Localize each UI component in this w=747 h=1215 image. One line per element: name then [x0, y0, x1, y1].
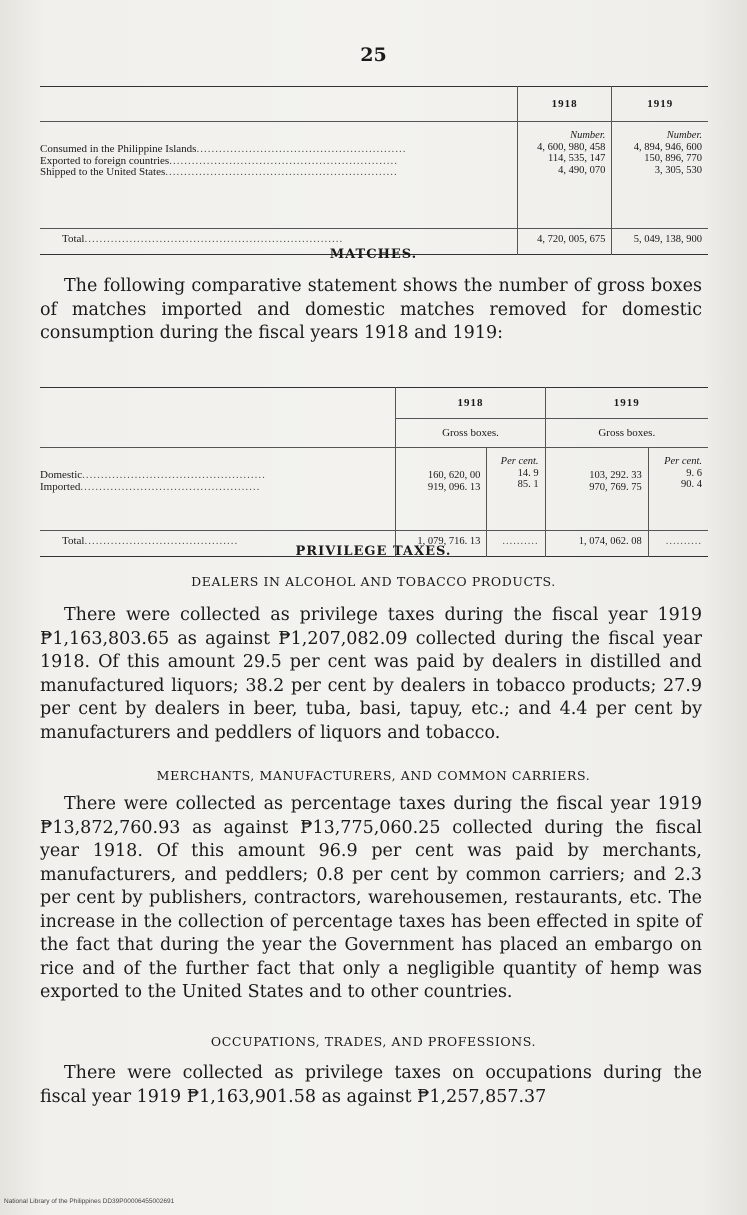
cigarette-distribution-table [40, 86, 708, 255]
t2-year-1918: 1918 [396, 388, 545, 419]
t1-row-label: Shipped to the United States.............................................................. [40, 167, 398, 178]
matches-heading: MATCHES. [329, 247, 418, 262]
t1-cell: 4, 894, 946, 600 [633, 141, 702, 153]
t1-col-1919: 1919 [612, 87, 708, 122]
t2-row-label: Domestic................................................. [40, 470, 266, 481]
t2-cell: 160, 620, 00 [427, 470, 481, 481]
t2-total-dots: .......... [502, 536, 539, 547]
t2-total-label: Total......................................... [62, 536, 239, 547]
t2-cell: 103, 292. 33 [589, 470, 642, 481]
t1-unit-1918: Number. [570, 130, 606, 141]
t2-percent-unit: Per cent. [500, 456, 539, 467]
t1-row-label: Consumed in the Philippine Islands........................................................ [40, 144, 407, 155]
t1-total-1919: 5, 049, 138, 900 [633, 234, 702, 245]
paragraph-occupations: There were collected as privilege taxes on occupations during the fiscal year 1919 ₱1,163,901.58 as against ₱1,257,857.37 [40, 1063, 702, 1107]
page-number: 25 [360, 44, 387, 66]
t2-subheader-1919: Gross boxes. [545, 419, 708, 448]
t2-total-1919: 1, 074, 062. 08 [578, 536, 642, 547]
t1-unit-1919: Number. [666, 130, 702, 141]
t2-total-1918: 1, 079, 716. 13 [417, 536, 481, 547]
t2-year-1919: 1919 [545, 388, 708, 419]
matches-table [40, 387, 708, 557]
subheading-occupations: OCCUPATIONS, TRADES, AND PROFESSIONS. [210, 1034, 537, 1049]
t2-cell: 90. 4 [681, 479, 702, 490]
footer-watermark: National Library of the Philippines DD39P00006455002691 [4, 1198, 175, 1205]
t1-cell: 150, 896, 770 [644, 153, 702, 164]
t2-total-dots: .......... [665, 536, 702, 547]
paragraph-merchants: There were collected as percentage taxes during the fiscal year 1919 ₱13,872,760.93 as against ₱13,775,060.25 collected during the fiscal year 1918. Of this amount 96.9 per cent was paid by merchants, manufacturers, and peddlers; 0.8 per cent by common carriers; and 2.3 per cent by publishers, contractors, warehousemen, restaurants, etc. The increase in the collection of percentage taxes has been effected in spite of the fact that during the year the Government has placed an embargo on rice and of the further fact that only a negligible quantity of hemp was exported to the United States and to other countries. [40, 794, 702, 1002]
t1-total-1918: 4, 720, 005, 675 [537, 234, 606, 245]
subheading-merchants: MERCHANTS, MANUFACTURERS, AND COMMON CARRIERS. [156, 768, 591, 783]
paragraph-alcohol-tobacco: There were collected as privilege taxes during the fiscal year 1919 ₱1,163,803.65 as against ₱1,207,082.09 collected during the fiscal year 1918. Of this amount 29.5 per cent was paid by dealers in distilled and manufactured liquors; 38.2 per cent by dealers in tobacco products; 27.9 per cent by dealers in beer, tuba, basi, tapuy, etc.; and 4.4 per cent by manufacturers and peddlers of liquors and tobacco. [40, 605, 702, 743]
matches-paragraph: The following comparative statement shows the number of gross boxes of matches imported and domestic matches removed for domestic consumption during the fiscal years 1918 and 1919: [40, 276, 702, 343]
t1-col-1918: 1918 [517, 87, 612, 122]
t1-cell: 4, 600, 980, 458 [537, 141, 606, 153]
t1-total-label: Total..................................................................... [62, 234, 344, 245]
t2-cell: 85. 1 [517, 479, 539, 490]
t2-cell: 919, 096. 13 [427, 481, 481, 493]
t1-row-label: Exported to foreign countries............................................................. [40, 155, 398, 167]
t2-cell: 970, 769. 75 [589, 481, 642, 493]
privilege-heading: PRIVILEGE TAXES. [295, 544, 452, 559]
t1-cell: 4, 490, 070 [558, 164, 606, 176]
t2-cell: 9. 6 [686, 467, 702, 479]
t1-cell: 3, 305, 530 [654, 164, 702, 176]
subheading-alcohol-tobacco: DEALERS IN ALCOHOL AND TOBACCO PRODUCTS. [191, 574, 556, 589]
t2-percent-unit: Per cent. [664, 456, 702, 467]
t2-row-label: Imported................................................ [40, 481, 261, 493]
t2-subheader-1918: Gross boxes. [396, 419, 545, 448]
t1-cell: 114, 535, 147 [548, 153, 606, 164]
t2-cell: 14. 9 [517, 467, 539, 479]
